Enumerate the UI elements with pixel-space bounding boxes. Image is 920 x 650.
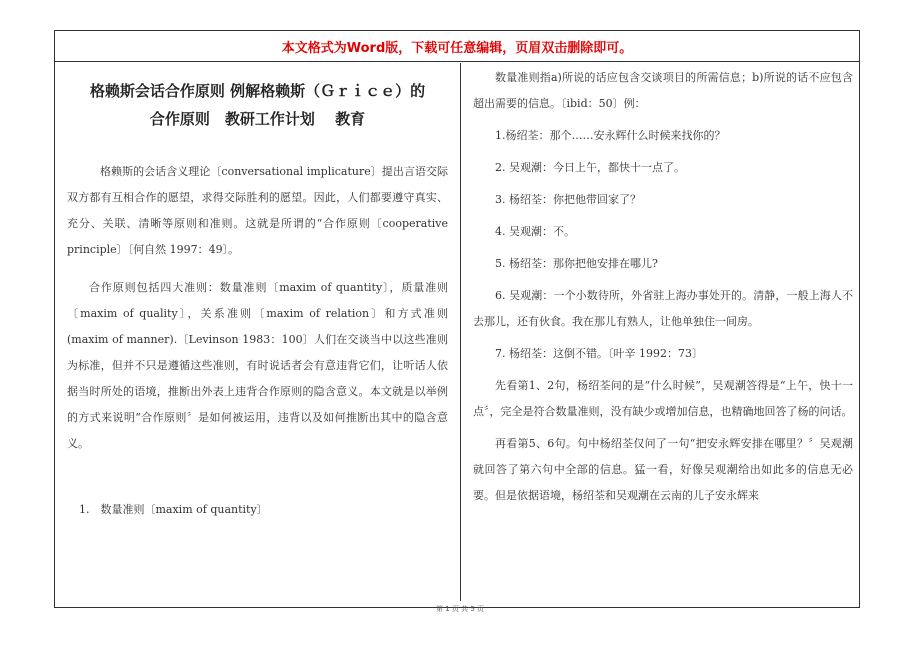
quantity-definition: 数量准则指a)所说的话应包含交谈项目的所需信息；b)所说的话不应包含超出需要的信息。〔ibid：50〕例： bbox=[473, 71, 853, 110]
intro-paragraph: 格赖斯的会话含义理论〔conversational implicature〕提出言语交际双方都有互相合作的愿望，求得交际胜利的愿望。因此，人们都要遵守真实、充分、关联、清晰等原则和准则。这就是所谓的“合作原则〔cooperative principle〕〔何自然 1997：49〕。 bbox=[67, 165, 448, 256]
title-line-2: 合作原则 教研工作计划 教育 bbox=[149, 110, 366, 128]
dialogue-line: 4. 吴观潮：不。 bbox=[495, 225, 575, 238]
header-banner: 本文格式为Word版，下载可任意编辑，页眉双击删除即可。 bbox=[281, 41, 633, 56]
page-footer: 第 1 页 共 5 页 bbox=[435, 605, 485, 613]
dialogue-line: 7. 杨绍荃：这倒不错。〔叶辛 1992：73〕 bbox=[495, 347, 703, 360]
analysis-paragraph-1: 先看第1、2句，杨绍荃问的是“什么时候”，吴观潮答得是“上午，快十一点〞，完全是符合数量准则，没有缺少或增加信息，也精确地回答了杨的问话。 bbox=[473, 379, 853, 418]
column-divider bbox=[460, 63, 461, 601]
principle-paragraph: 合作原则包括四大准则：数量准则〔maxim of quantity〕，质量准则〔maxim of quality〕，关系准则〔maxim of relation〕和方式准则(maxim of manner).〔Levinson 1983：100〕人们在交谈当中以这些准则为标准，但并不只是遵循这些准则，有时说话者会有意违背它们，让听话人依据当时所处的语境，推断出外表上违背合作原则的隐含意义。本文就是以举例的方式来说明“合作原则〞是如何被运用，违背以及如何推断出其中的隐含意义。 bbox=[67, 281, 448, 450]
dialogue-line: 1.杨绍荃：那个……安永辉什么时候来找你的？ bbox=[495, 129, 726, 142]
analysis-paragraph-2: 再看第5、6句。句中杨绍荃仅问了一句“把安永辉安排在哪里？〞吴观潮就回答了第六句中全部的信息。猛一看，好像吴观潮给出如此多的信息无必要。但是依据语境，杨绍荃和吴观潮在云南的儿子安永辉来 bbox=[473, 437, 853, 502]
left-column bbox=[55, 65, 460, 523]
header-rule bbox=[55, 61, 859, 62]
dialogue-line: 6. 吴观潮：一个小数待所，外省驻上海办事处开的。清静，一般上海人不去那儿，还有伙食。我在那儿有熟人，让他单独住一间房。 bbox=[473, 289, 853, 328]
title-line-1: 格赖斯会话合作原则 例解格赖斯（Ｇｒｉｃｅ）的 bbox=[89, 82, 426, 100]
section-heading-quantity: 1. 数量准则〔maxim of quantity〕 bbox=[79, 503, 268, 516]
page-frame bbox=[54, 30, 860, 608]
dialogue-line: 5. 杨绍荃：那你把他安排在哪儿? bbox=[495, 257, 658, 270]
dialogue-line: 3. 杨绍荃：你把他带回家了？ bbox=[495, 193, 641, 206]
document-title bbox=[55, 65, 460, 133]
dialogue-list bbox=[473, 123, 853, 367]
right-column bbox=[473, 65, 853, 515]
dialogue-line: 2. 吴观潮：今日上午，都快十一点了。 bbox=[495, 161, 685, 174]
